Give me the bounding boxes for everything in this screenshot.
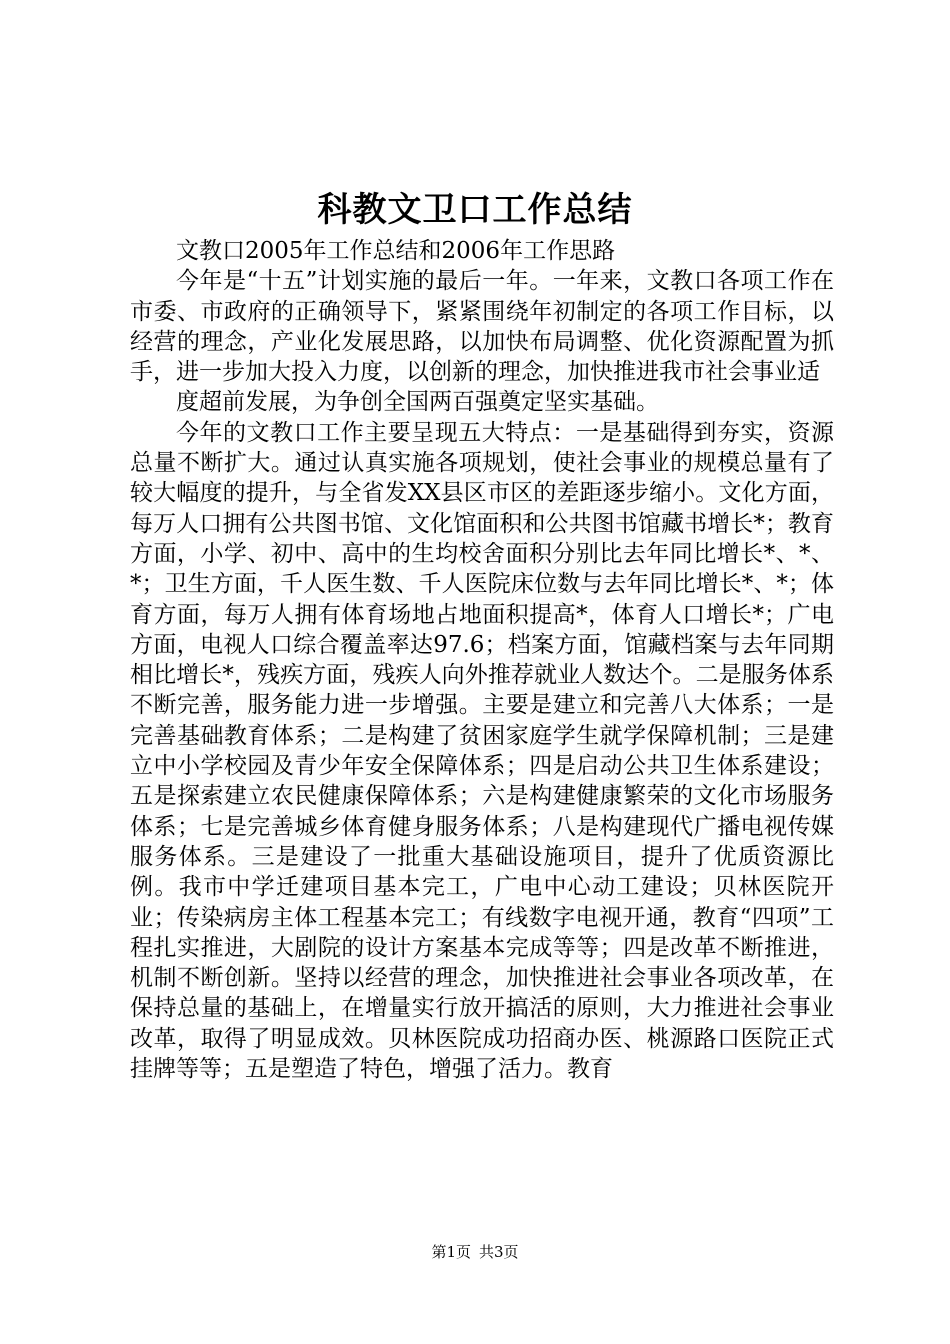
page-footer: [0, 1240, 950, 1264]
paragraph-subtitle: 文教口2005年工作总结和2006年工作思路: [176, 238, 616, 264]
page-total: 共3页: [479, 1243, 519, 1261]
document-title: 科教文卫口工作总结: [317, 190, 633, 230]
document-body: [130, 236, 834, 1084]
paragraph-features: 今年的文教口工作主要呈现五大特点：一是基础得到夯实，资源总量不断扩大。通过认真实施各项规划，使社会事业的规模总量有了较大幅度的提升，与全省发XX县区市区的差距逐步缩小。文化方面，每万人口拥有公共图书馆、文化馆面积和公共图书馆藏书增长*；教育方面，小学、初中、高中的生均校舍面积分别比去年同比增长*、*、*；卫生方面，千人医生数、千人医院床位数与去年同比增长*、*；体育方面，每万人拥有体育场地占地面积提高*，体育人口增长*；广电方面，电视人口综合覆盖率达97.6；档案方面，馆藏档案与去年同期相比增长*，残疾方面，残疾人向外推荐就业人数达个。二是服务体系不断完善，服务能力进一步增强。主要是建立和完善八大体系；一是完善基础教育体系；二是构建了贫困家庭学生就学保障机制；三是建立中小学校园及青少年安全保障体系；四是启动公共卫生体系建设；五是探索建立农民健康保障体系；六是构建健康繁荣的文化市场服务体系；七是完善城乡体育健身服务体系；八是构建现代广播电视传媒服务体系。三是建设了一批重大基础设施项目，提升了优质资源比例。我市中学迁建项目基本完工，广电中心动工建设；贝林医院开业；传染病房主体工程基本完工；有线数字电视开通，教育“四项”工程扎实推进，大剧院的设计方案基本完成等等；四是改革不断推进，机制不断创新。坚持以经营的理念，加快推进社会事业各项改革，在保持总量的基础上，在增量实行放开搞活的原则，大力推进社会事业改革，取得了明显成效。贝林医院成功招商办医、桃源路口医院正式挂牌等等；五是塑造了特色，增强了活力。教育: [130, 419, 834, 1083]
paragraph-intro-continued: 度超前发展，为争创全国两百强奠定坚实基础。: [176, 389, 659, 416]
paragraph-intro: 今年是“十五”计划实施的最后一年。一年来，文教口各项工作在市委、市政府的正确领导下，紧紧围绕年初制定的各项工作目标，以经营的理念，产业化发展思路，以加快布局调整、优化资源配置为抓手，进一步加大投入力度，以创新的理念，加快推进我市社会事业适: [130, 268, 834, 386]
page-number: 第1页: [431, 1243, 471, 1261]
